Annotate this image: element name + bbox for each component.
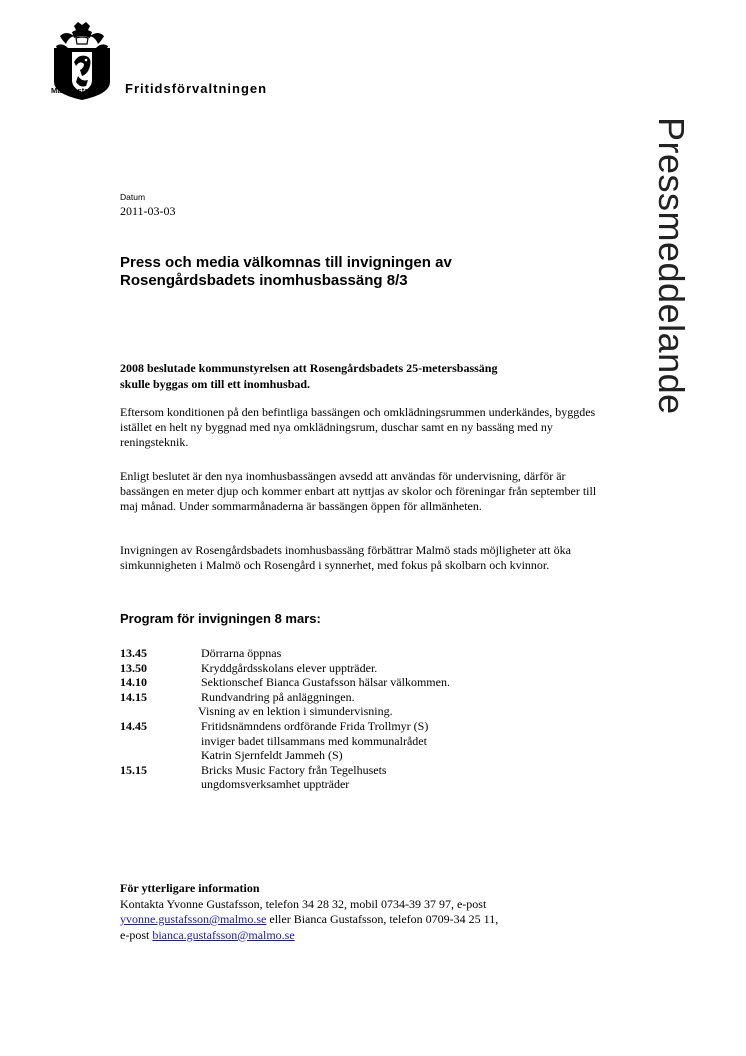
schedule-line: inviger badet tillsammans med kommunalrådet: [201, 733, 427, 748]
schedule-line: Rundvandring på anläggningen.: [201, 689, 355, 704]
schedule-description: [201, 661, 377, 676]
schedule-line: Sektionschef Bianca Gustafsson hälsar välkommen.: [201, 675, 450, 690]
schedule-line: Kryddgårdsskolans elever uppträder.: [201, 660, 378, 675]
organization-name: Fritidsförvaltningen: [125, 81, 268, 96]
headline: Press och media välkomnas till invigningen av Rosengårdsbadets inomhusbassäng 8/3: [120, 254, 452, 289]
schedule-line: Dörrarna öppnas: [201, 646, 282, 660]
logo-wordmark: Malmö stad: [51, 86, 94, 95]
contact-text: e-post: [120, 927, 153, 942]
schedule-row: [120, 763, 620, 792]
contact-heading: För ytterligare information: [120, 881, 260, 895]
schedule-line: Fritidsnämndens ordförande Frida Trollmyr (S): [201, 718, 429, 733]
schedule-description: [201, 675, 450, 690]
schedule-time: 14.45: [120, 718, 147, 733]
program-schedule: [120, 646, 620, 792]
schedule-description: [201, 719, 428, 763]
schedule-description: [201, 763, 387, 792]
schedule-line: Visning av en lektion i simundervisning.: [198, 704, 393, 719]
schedule-row: [120, 690, 620, 719]
schedule-row: [120, 661, 620, 676]
schedule-time: 14.10: [120, 675, 147, 690]
schedule-line: ungdomsverksamhet uppträder: [201, 777, 350, 792]
schedule-row: [120, 646, 620, 661]
program-heading: Program för invigningen 8 mars:: [120, 611, 321, 626]
schedule-line: Katrin Sjernfeldt Jammeh (S): [201, 748, 343, 763]
contact-text: Kontakta Yvonne Gustafsson, telefon 34 28 32, mobil 0734-39 37 97, e-post: [120, 896, 487, 911]
body-paragraph: Invigningen av Rosengårdsbadets inomhusbassäng förbättrar Malmö stads möjligheter att öka simkunnigheten i Malmö och Rosengård i synnerhet, med fokus på skolbarn och kvinnor.: [120, 543, 571, 572]
body-paragraph: Enligt beslutet är den nya inomhusbassängen avsedd att användas för undervisning, därför är bassängen en meter djup och kommer enbart att nyttjas av skolor och föreningar från september till maj månad. Under sommarmånaderna är bassängen öppen för allmänheten.: [120, 469, 597, 513]
schedule-time: 14.15: [120, 689, 147, 704]
schedule-description: [198, 689, 393, 719]
lead-paragraph: 2008 beslutade kommunstyrelsen att Rosengårdsbadets 25-metersbassäng skulle byggas om till ett inomhusbad.: [120, 361, 498, 391]
email-link-bianca[interactable]: bianca.gustafsson@malmo.se: [152, 927, 295, 942]
email-link-yvonne[interactable]: yvonne.gustafsson@malmo.se: [120, 912, 267, 926]
schedule-description: [201, 646, 281, 661]
date-value: 2011-03-03: [120, 204, 176, 218]
contact-section: [120, 881, 620, 943]
schedule-time: 13.50: [120, 660, 147, 675]
schedule-time: 15.15: [120, 762, 147, 777]
date-label: Datum: [120, 192, 146, 202]
vertical-label-text: Pressmeddelande: [651, 117, 692, 415]
body-paragraph: Eftersom konditionen på den befintliga bassängen och omklädningsrummen underkändes, byggdes istället en helt ny byggnad med nya omklädningsrum, duschar samt en ny bassäng med ny reningsteknik.: [120, 405, 596, 449]
schedule-row: [120, 675, 620, 690]
schedule-time: 13.45: [120, 646, 147, 660]
schedule-line: Bricks Music Factory från Tegelhusets: [201, 762, 387, 777]
contact-text: eller Bianca Gustafsson, telefon 0709-34 25 11,: [266, 912, 499, 926]
vertical-document-type-label: [652, 117, 692, 557]
schedule-row: [120, 719, 620, 763]
